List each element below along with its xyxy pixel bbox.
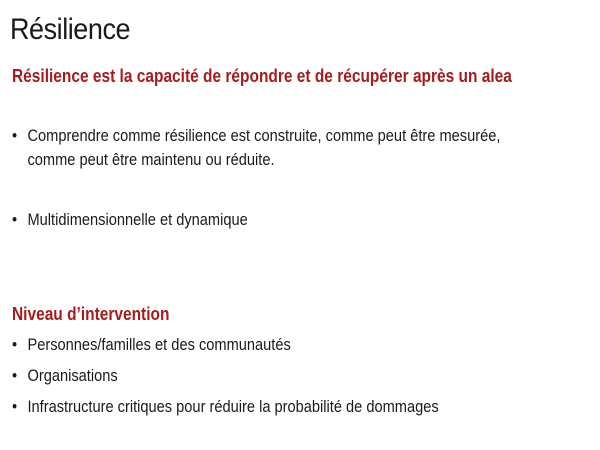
bullet-dot: • [12, 366, 18, 385]
bullet-dot: • [12, 210, 18, 229]
bullet-item [12, 124, 500, 172]
slide-subtitle: Résilience est la capacité de répondre et de récupérer après un alea [12, 66, 512, 86]
bullet-item [12, 395, 439, 419]
section-heading: Niveau d’intervention [12, 304, 170, 324]
bullet-text: Multidimensionnelle et dynamique [27, 210, 248, 229]
bullet-text-continuation: comme peut être maintenu ou réduite. [27, 150, 275, 169]
bullet-text: Infrastructure critiques pour réduire la probabilité de dommages [27, 397, 439, 416]
bullet-dot: • [12, 335, 18, 354]
bullet-text: Personnes/familles et des communautés [27, 335, 291, 354]
slide-title: Résilience [10, 13, 131, 46]
bullet-dot: • [12, 397, 18, 416]
bullet-text: Comprendre comme résilience est construite, comme peut être mesurée, [27, 126, 501, 145]
bullet-item [12, 208, 248, 232]
bullet-text: Organisations [27, 366, 118, 385]
bullet-item [12, 364, 118, 388]
bullet-dot: • [12, 126, 18, 145]
bullet-item [12, 333, 291, 357]
